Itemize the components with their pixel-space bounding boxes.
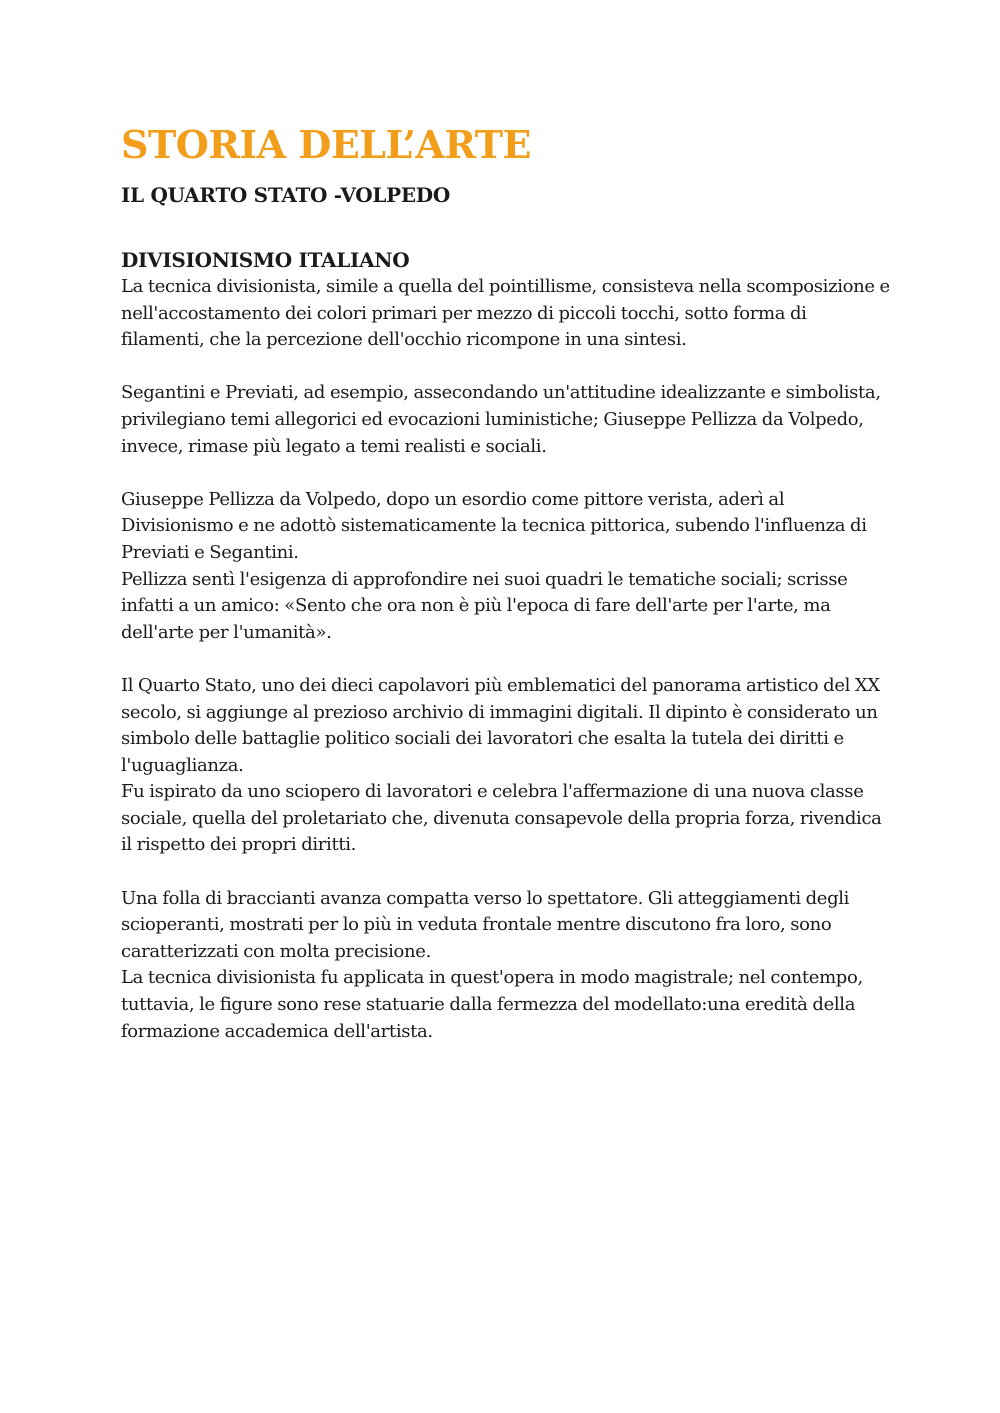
document-title: STORIA DELL’ARTE (121, 122, 531, 167)
document-page (121, 120, 891, 1072)
paragraph (121, 673, 891, 859)
paragraph-line: La tecnica divisionista, simile a quella del pointillisme, consisteva nella scomposizione e nell'accostamento dei colori primari per mezzo di piccoli tocchi, sotto forma di filamenti, che la percezione dell'occhio ricompone in una sintesi. (121, 276, 890, 351)
paragraph-line: La tecnica divisionista fu applicata in quest'opera in modo magistrale; nel contempo, tuttavia, le figure sono rese statuarie dalla fermezza del modellato:una eredità della formazione accademica dell'artista. (121, 967, 863, 1042)
paragraph-line: Giuseppe Pellizza da Volpedo, dopo un esordio come pittore verista, aderì al Divisionismo e ne adottò sistematicamente la tecnica pittorica, subendo l'influenza di Previati e Segantini. (121, 488, 867, 563)
paragraph (121, 274, 891, 354)
paragraph (121, 380, 891, 460)
paragraph (121, 487, 891, 647)
paragraph-line: Segantini e Previati, ad esempio, assecondando un'attitudine idealizzante e simbolista, privilegiano temi allegorici ed evocazioni luministiche; Giuseppe Pellizza da Volpedo, invece, rimase più legato a temi realisti e sociali. (121, 382, 881, 457)
paragraph-line: Una folla di braccianti avanza compatta verso lo spettatore. Gli atteggiamenti degli scioperanti, mostrati per lo più in veduta frontale mentre discutono fra loro, sono caratterizzati con molta precisione. (121, 887, 850, 962)
section-heading: DIVISIONISMO ITALIANO (121, 248, 410, 272)
paragraph-line: Pellizza sentì l'esigenza di approfondire nei suoi quadri le tematiche sociali; scrisse infatti a un amico: «Sento che ora non è più l'epoca di fare dell'arte per l'arte, ma dell'arte per l'umanità». (121, 568, 848, 643)
document-subtitle: IL QUARTO STATO -VOLPEDO (121, 183, 450, 207)
paragraph-line: Il Quarto Stato, uno dei dieci capolavori più emblematici del panorama artistico del XX secolo, si aggiunge al prezioso archivio di immagini digitali. Il dipinto è considerato un simbolo delle battaglie politico sociali dei lavoratori che esalta la tutela dei diritti e l'uguaglianza. (121, 674, 880, 776)
paragraph (121, 886, 891, 1046)
body-text (121, 274, 891, 1045)
paragraph-line: Fu ispirato da uno sciopero di lavoratori e celebra l'affermazione di una nuova classe sociale, quella del proletariato che, divenuta consapevole della propria forza, rivendica il rispetto dei propri diritti. (121, 781, 882, 856)
